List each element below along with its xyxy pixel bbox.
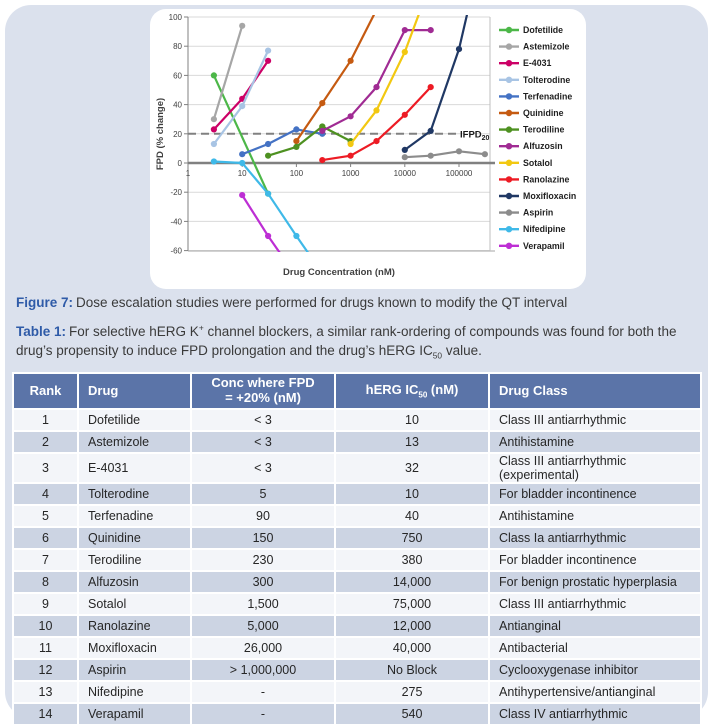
table-row [13, 615, 701, 637]
table-caption [16, 318, 680, 365]
cell-class: Antihistamine [489, 431, 701, 453]
cell-class: Class III antiarrhythmic [489, 409, 701, 431]
legend-item-nifedipine [499, 224, 566, 234]
cell-drug: Quinidine [78, 527, 191, 549]
cell-rank: 14 [13, 703, 78, 725]
cell-drug: Terfenadine [78, 505, 191, 527]
legend-item-dofetilide [499, 25, 563, 35]
cell-rank: 2 [13, 431, 78, 453]
table-caption-label: Table 1: [16, 323, 67, 339]
cell-class: For benign prostatic hyperplasia [489, 571, 701, 593]
legend-item-sotalol [499, 158, 552, 168]
table-header [13, 373, 701, 409]
cell-herg: 40,000 [335, 637, 489, 659]
legend-label: Aspirin [523, 207, 554, 218]
legend-label: Verapamil [523, 240, 565, 251]
table-row [13, 703, 701, 725]
y-tick-label: -20 [170, 188, 182, 198]
legend-item-moxifloxacin [499, 191, 576, 201]
cell-herg: 540 [335, 703, 489, 725]
cell-herg: 750 [335, 527, 489, 549]
cell-class: Class IV antiarrhythmic [489, 703, 701, 725]
cell-herg: 380 [335, 549, 489, 571]
table-row [13, 505, 701, 527]
cell-rank: 11 [13, 637, 78, 659]
cell-herg: 75,000 [335, 593, 489, 615]
legend-label: Dofetilide [523, 25, 564, 35]
cell-rank: 10 [13, 615, 78, 637]
figure-caption [16, 293, 706, 312]
table-row [13, 571, 701, 593]
cell-rank: 7 [13, 549, 78, 571]
cell-drug: Terodiline [78, 549, 191, 571]
cell-conc: - [191, 681, 335, 703]
table-row [13, 593, 701, 615]
y-tick-label: 60 [173, 71, 182, 81]
table-row [13, 431, 701, 453]
cell-class: Antibacterial [489, 637, 701, 659]
series-aspirin [402, 148, 488, 160]
cell-conc: < 3 [191, 409, 335, 431]
col-header-drug: Drug [78, 373, 191, 409]
cell-rank: 13 [13, 681, 78, 703]
cell-herg: 275 [335, 681, 489, 703]
cell-herg: 12,000 [335, 615, 489, 637]
table-row [13, 527, 701, 549]
legend-label: Nifedipine [523, 224, 566, 235]
cell-drug: Astemizole [78, 431, 191, 453]
cell-herg: 10 [335, 483, 489, 505]
fpd-dose-response-chart [150, 9, 586, 289]
cell-conc: 230 [191, 549, 335, 571]
cell-conc: 300 [191, 571, 335, 593]
y-tick-label: 40 [173, 100, 182, 110]
x-axis-title: Drug Concentration (nM) [283, 267, 395, 278]
cell-class: Class III antiarrhythmic [489, 593, 701, 615]
series-verapamil [239, 192, 284, 259]
cell-drug: Ranolazine [78, 615, 191, 637]
cell-conc: < 3 [191, 453, 335, 483]
cell-class: Class III antiarrhythmic (experimental) [489, 453, 701, 483]
cell-conc: 90 [191, 505, 335, 527]
cell-herg: 10 [335, 409, 489, 431]
legend-item-terodiline [499, 125, 564, 135]
cell-drug: Alfuzosin [78, 571, 191, 593]
table-header-row [13, 373, 701, 409]
legend-item-tolterodine [499, 75, 570, 85]
cell-conc: 5,000 [191, 615, 335, 637]
content-panel [5, 5, 708, 721]
legend-item-aspirin [499, 208, 553, 218]
table-row [13, 637, 701, 659]
y-tick-label: 20 [173, 129, 182, 139]
legend-label: Quinidine [523, 108, 564, 118]
x-tick-label: 10 [237, 169, 247, 178]
table-row [13, 659, 701, 681]
legend-label: Ranolazine [523, 174, 570, 185]
x-tick-label: 10000 [393, 169, 416, 178]
cell-class: Antianginal [489, 615, 701, 637]
legend-label: Terfenadine [523, 91, 573, 102]
y-tick-label: 0 [177, 159, 182, 168]
cell-rank: 9 [13, 593, 78, 615]
cell-class: Antihistamine [489, 505, 701, 527]
legend-item-e-4031 [499, 58, 551, 68]
x-tick-label: 100 [289, 169, 304, 178]
figure-caption-text: Dose escalation studies were performed for drugs known to modify the QT interval [76, 295, 568, 310]
cell-drug: Nifedipine [78, 681, 191, 703]
cell-rank: 1 [13, 409, 78, 431]
cell-herg: 40 [335, 505, 489, 527]
table-row [13, 453, 701, 483]
series-terodiline [265, 123, 354, 158]
cell-conc: 150 [191, 527, 335, 549]
cell-herg: 32 [335, 453, 489, 483]
cell-rank: 8 [13, 571, 78, 593]
table-row [13, 409, 701, 431]
x-tick-label: 1000 [341, 169, 360, 178]
table-caption-text: For selective hERG K+ channel blockers, a similar rank-ordering of compounds was found for both the drug’s propensity to induce FPD prolongation and the drug’s hERG $IC_{50}$ value. [16, 322, 677, 361]
cell-rank: 5 [13, 505, 78, 527]
cell-conc: < 3 [191, 431, 335, 453]
cell-drug: Verapamil [78, 703, 191, 725]
table-body [13, 409, 701, 725]
cell-conc: > 1,000,000 [191, 659, 335, 681]
legend-label: Sotalol [523, 157, 553, 168]
cell-rank: 4 [13, 483, 78, 505]
legend-label: Alfuzosin [523, 141, 563, 152]
cell-class: For bladder incontinence [489, 483, 701, 505]
y-tick-label: -40 [170, 217, 182, 227]
figure-caption-label: Figure 7: [16, 295, 74, 310]
legend-label: Terodiline [523, 124, 565, 135]
cell-class: For bladder incontinence [489, 549, 701, 571]
cell-drug: Dofetilide [78, 409, 191, 431]
ifpd20-label: $IFPD_{20}$ [460, 129, 490, 142]
table-row [13, 681, 701, 703]
col-header-herg: hERG $IC_{50}$ (nM) [335, 373, 489, 409]
cell-rank: 12 [13, 659, 78, 681]
cell-drug: Moxifloxacin [78, 637, 191, 659]
cell-herg: 13 [335, 431, 489, 453]
cell-conc: 1,500 [191, 593, 335, 615]
table-row [13, 483, 701, 505]
cell-class: Class Ia antiarrhythmic [489, 527, 701, 549]
series-terfenadine [239, 126, 325, 157]
legend-label: E-4031 [523, 58, 552, 69]
y-axis-title: FPD (% change) [155, 97, 166, 171]
table-row [13, 549, 701, 571]
cell-herg: No Block [335, 659, 489, 681]
col-header-class: Drug Class [489, 373, 701, 409]
col-header-rank: Rank [13, 373, 78, 409]
cell-drug: Sotalol [78, 593, 191, 615]
cell-drug: Tolterodine [78, 483, 191, 505]
y-tick-label: 100 [168, 13, 182, 22]
legend-item-verapamil [499, 241, 565, 251]
cell-rank: 6 [13, 527, 78, 549]
cell-conc: - [191, 703, 335, 725]
cell-class: Cyclooxygenase inhibitor [489, 659, 701, 681]
cell-conc: 5 [191, 483, 335, 505]
cell-drug: Aspirin [78, 659, 191, 681]
legend-item-ranolazine [499, 174, 570, 184]
legend-item-astemizole [499, 42, 570, 52]
y-tick-label: 80 [173, 42, 182, 52]
cell-conc: 26,000 [191, 637, 335, 659]
legend-label: Tolterodine [523, 74, 571, 85]
x-tick-label: 100000 [445, 169, 473, 178]
legend-item-terfenadine [499, 91, 572, 101]
drug-rank-table [12, 372, 702, 726]
legend-label: Astemizole [523, 41, 570, 52]
figure-chart-panel [150, 9, 586, 289]
legend-label: Moxifloxacin [523, 191, 577, 201]
legend-item-alfuzosin [499, 141, 563, 151]
cell-drug: E-4031 [78, 453, 191, 483]
cell-class: Antihypertensive/antianginal [489, 681, 701, 703]
cell-rank: 3 [13, 453, 78, 483]
series-e-4031 [211, 58, 271, 133]
legend-item-quinidine [499, 108, 564, 118]
y-tick-label: -60 [170, 246, 182, 256]
x-tick-label: 1 [185, 169, 191, 178]
cell-herg: 14,000 [335, 571, 489, 593]
col-header-conc: Conc where FPD = +20% (nM) [191, 373, 335, 409]
